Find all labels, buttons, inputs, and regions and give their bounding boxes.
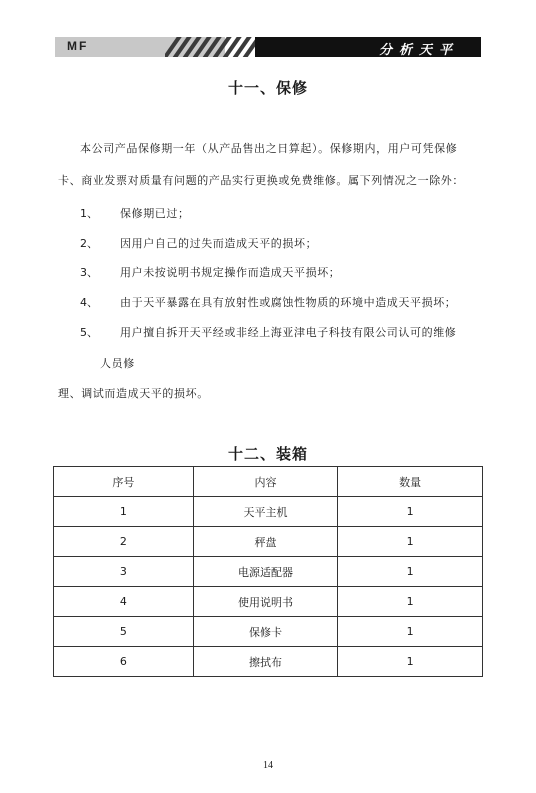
page-number: 14 xyxy=(263,760,273,771)
exclusion-item: 由于天平暴露在具有放射性或腐蚀性物质的环境中造成天平损坏； xyxy=(120,296,457,309)
warranty-intro-line2: 卡、商业发票对质量有问题的产品实行更换或免费维修。属下列情况之一除外： xyxy=(58,174,464,187)
header-band xyxy=(55,37,481,57)
table-row xyxy=(54,527,483,557)
table-cell: 3 xyxy=(54,557,194,587)
table-cell: 使用说明书 xyxy=(193,587,338,617)
brand-title: 分析天平 xyxy=(378,43,459,58)
item-number: 2、 xyxy=(80,237,98,250)
table-cell: 电源适配器 xyxy=(193,557,338,587)
table-cell: 2 xyxy=(54,527,194,557)
item-number: 3、 xyxy=(80,266,98,279)
table-cell: 5 xyxy=(54,617,194,647)
column-header: 数量 xyxy=(338,467,483,497)
exclusion-item: 用户擅自拆开天平经或非经上海亚津电子科技有限公司认可的维修 xyxy=(120,326,457,339)
table-cell: 1 xyxy=(338,587,483,617)
table-row xyxy=(54,497,483,527)
table-cell: 天平主机 xyxy=(193,497,338,527)
header-right-panel xyxy=(255,37,481,57)
table-cell: 4 xyxy=(54,587,194,617)
exclusion-item: 保修期已过； xyxy=(120,207,190,220)
table-row xyxy=(54,557,483,587)
table-cell: 擦拭布 xyxy=(193,647,338,677)
packing-title: 十二、装箱 xyxy=(227,445,308,463)
exclusion-item-ending: 理、调试而造成天平的损坏。 xyxy=(58,387,209,400)
exclusion-item-continuation: 人员修 xyxy=(100,357,135,370)
table-row xyxy=(54,647,483,677)
table-cell: 秤盘 xyxy=(193,527,338,557)
item-number: 1、 xyxy=(80,207,98,220)
table-cell: 1 xyxy=(338,497,483,527)
table-cell: 1 xyxy=(338,617,483,647)
table-cell: 1 xyxy=(338,527,483,557)
table-cell: 1 xyxy=(54,497,194,527)
warranty-intro-line1: 本公司产品保修期一年（从产品售出之日算起）。保修期内，用户可凭保修 xyxy=(80,142,458,155)
exclusion-item: 用户未按说明书规定操作而造成天平损坏； xyxy=(120,266,341,279)
item-number: 4、 xyxy=(80,296,98,309)
column-header: 内容 xyxy=(193,467,338,497)
model-code: MF xyxy=(67,39,89,53)
table-header-row xyxy=(54,467,483,497)
table-cell: 保修卡 xyxy=(193,617,338,647)
table-cell: 1 xyxy=(338,647,483,677)
exclusion-item: 因用户自己的过失而造成天平的损坏； xyxy=(120,237,318,250)
table-row xyxy=(54,587,483,617)
packing-table xyxy=(53,466,483,677)
item-number: 5、 xyxy=(80,326,98,339)
table-cell: 6 xyxy=(54,647,194,677)
warranty-title: 十一、保修 xyxy=(227,79,308,97)
column-header: 序号 xyxy=(54,467,194,497)
table-cell: 1 xyxy=(338,557,483,587)
table-row xyxy=(54,617,483,647)
